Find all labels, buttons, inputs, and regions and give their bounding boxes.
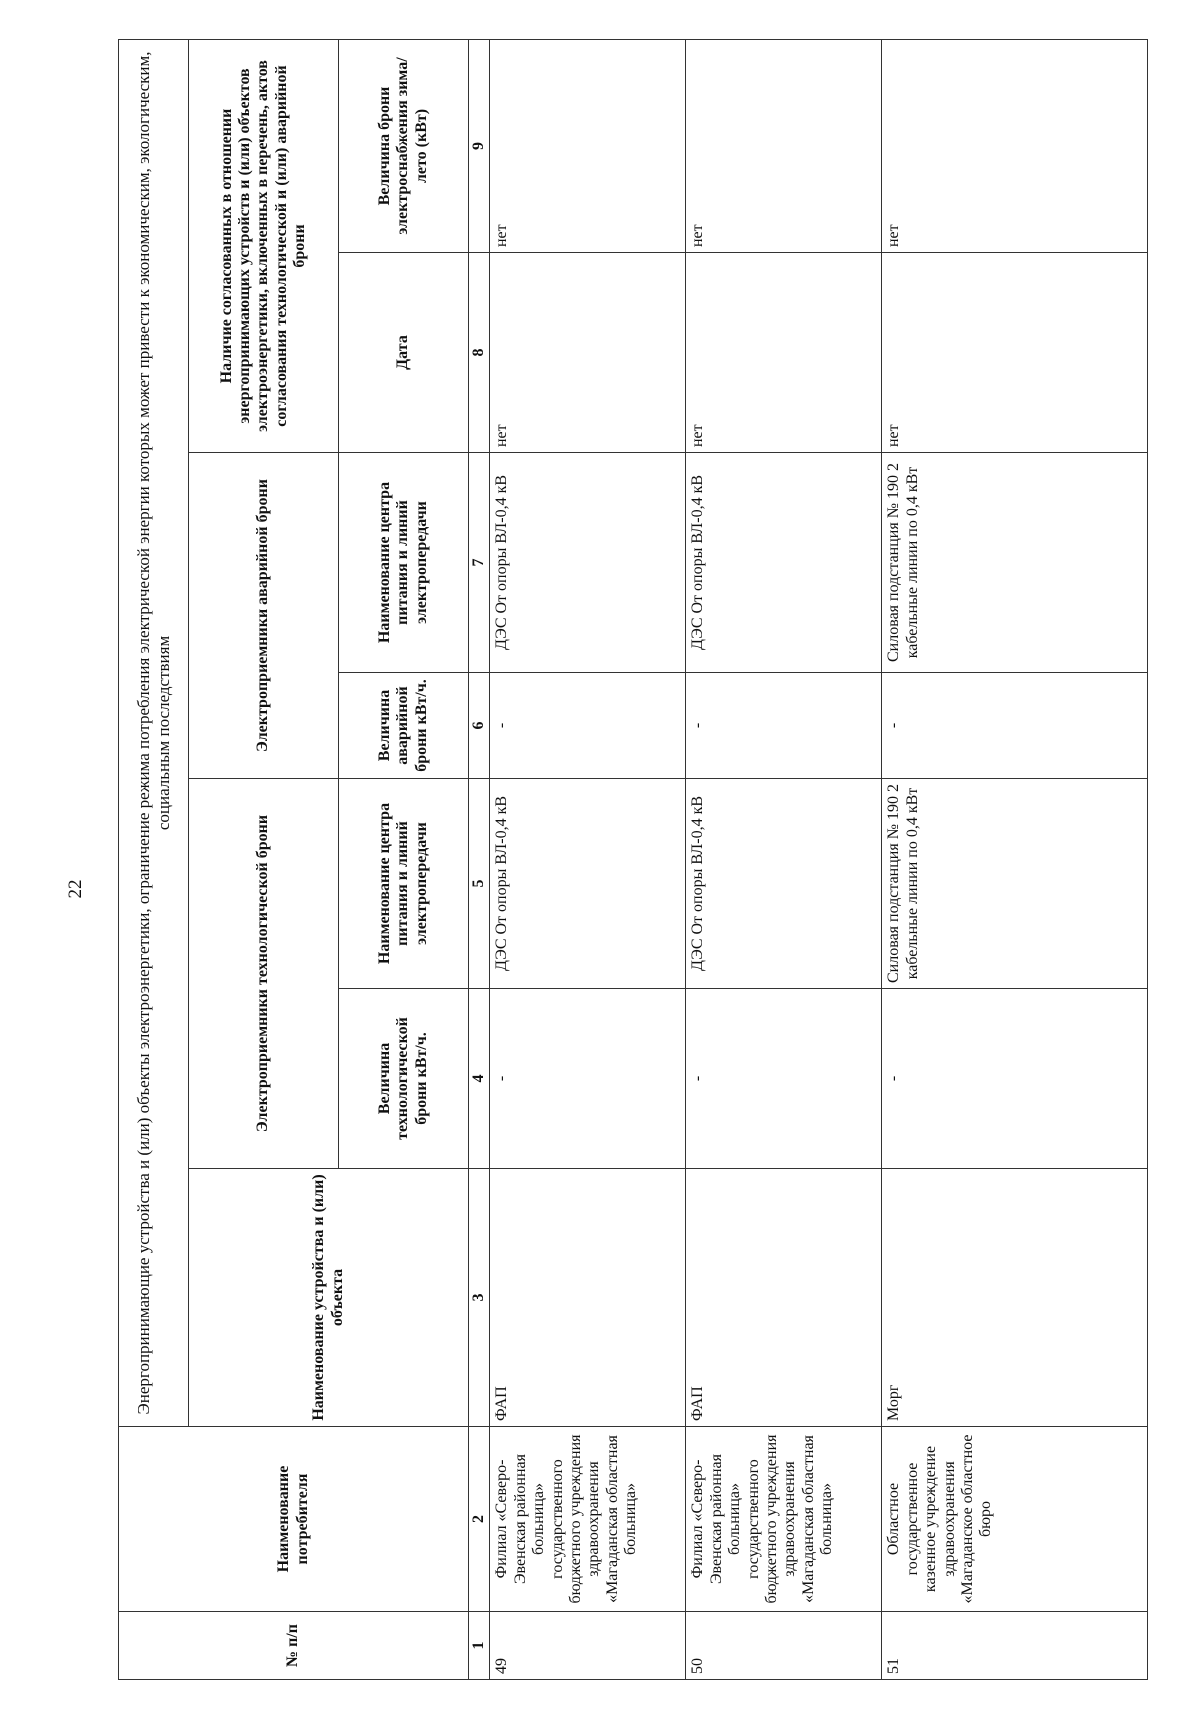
header-tech-center: Наименование центра питания и линий электропередачи (339, 779, 469, 989)
column-number: 1 (469, 1612, 490, 1680)
header-acts-value: Величина брони электроснабжения зима/лето (кВт) (339, 39, 469, 252)
row-consumer: Филиал «Северо-Эвенская районная больница» государственного бюджетного учреждения здравоохранения «Магаданская областная больница» (686, 1427, 882, 1612)
row-device: ФАП (490, 1169, 686, 1427)
column-number: 4 (469, 989, 490, 1169)
header-consumer: Наименование потребителя (119, 1427, 469, 1612)
row-emerg-center: ДЭС От опоры ВЛ-0,4 кВ (490, 453, 686, 673)
header-tech-group: Электроприемники технологической брони (189, 779, 339, 1169)
row-tech-center: ДЭС От опоры ВЛ-0,4 кВ (490, 779, 686, 989)
header-group-title: Энергопринимающие устройства и (или) объекты электроэнергетики, ограничение режима потребления электрической энергии которых может привести к экономическим, экологическим, социальным последствиям (119, 39, 189, 1426)
row-tech-center: ДЭС От опоры ВЛ-0,4 кВ (686, 779, 882, 989)
header-acts-date: Дата (339, 253, 469, 453)
row-value: нет (882, 39, 1148, 252)
row-tech-value: - (490, 989, 686, 1169)
row-device: ФАП (686, 1169, 882, 1427)
column-number: 6 (469, 673, 490, 779)
row-emerg-center: Силовая подстанция № 190 2 кабельные линии по 0,4 кВт (882, 453, 1148, 673)
row-emerg-value: - (882, 673, 1148, 779)
column-number: 9 (469, 39, 490, 252)
row-consumer: Филиал «Северо-Эвенская районная больница» государственного бюджетного учреждения здравоохранения «Магаданская областная больница» (490, 1427, 686, 1612)
header-emerg-group: Электроприемники аварийной брони (189, 453, 339, 779)
row-emerg-center: ДЭС От опоры ВЛ-0,4 кВ (686, 453, 882, 673)
row-num: 50 (686, 1612, 882, 1680)
reserve-table (118, 39, 1148, 1680)
table-row (882, 39, 1148, 1679)
row-num: 49 (490, 1612, 686, 1680)
row-date: нет (490, 253, 686, 453)
row-emerg-value: - (686, 673, 882, 779)
row-device: Морг (882, 1169, 1148, 1427)
header-num: № п/п (119, 1612, 469, 1680)
column-number: 3 (469, 1169, 490, 1427)
row-emerg-value: - (490, 673, 686, 779)
row-num: 51 (882, 1612, 1148, 1680)
row-tech-value: - (882, 989, 1148, 1169)
row-tech-value: - (686, 989, 882, 1169)
header-acts-group: Наличие согласованных в отношении энергопринимающих устройств и (или) объектов электроэнергетики, включенных в перечень, актов согласования технологической и (или) аварийной брони (189, 39, 339, 452)
table-row (686, 39, 882, 1679)
header-tech-value: Величина технологической брони кВт/ч. (339, 989, 469, 1169)
table-container (118, 40, 1148, 1680)
column-number-row (469, 39, 490, 1679)
header-emerg-center: Наименование центра питания и линий электропередачи (339, 453, 469, 673)
row-date: нет (686, 253, 882, 453)
row-value: нет (490, 39, 686, 252)
row-value: нет (686, 39, 882, 252)
page-number: 22 (65, 879, 86, 899)
row-consumer: Областное государственное казенное учреждение здравоохранения «Магаданское областное бюро (882, 1427, 1148, 1612)
column-number: 2 (469, 1427, 490, 1612)
header-row-1 (119, 39, 189, 1679)
header-emerg-value: Величина аварийной брони кВт/ч. (339, 673, 469, 779)
column-number: 8 (469, 253, 490, 453)
column-number: 5 (469, 779, 490, 989)
column-number: 7 (469, 453, 490, 673)
row-date: нет (882, 253, 1148, 453)
row-tech-center: Силовая подстанция № 190 2 кабельные линии по 0,4 кВт (882, 779, 1148, 989)
header-device-name: Наименование устройства и (или) объекта (189, 1169, 469, 1427)
table-row (490, 39, 686, 1679)
rotated-table-frame (118, 40, 1148, 1680)
